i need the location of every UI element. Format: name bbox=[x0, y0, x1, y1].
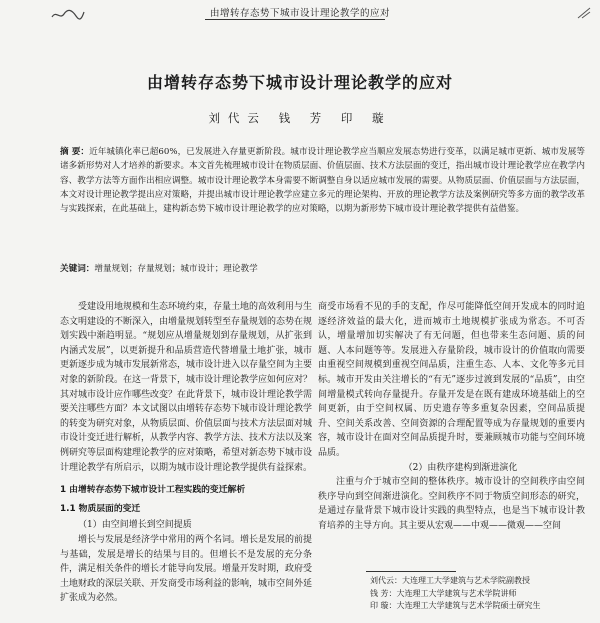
subsection-heading-1-1: 1.1 物质层面的变迁 bbox=[60, 503, 141, 514]
left-body-paragraph: 增长与发展是经济学中常用的两个名词。增长是发展的前提与基础，发展是增长的结果与目的。但增长不是发展的充分条件，满足相关条件的增长才能导向发展。增量开发时期，政府受土地财政的深层关联、开发商受市场利益的影响，城市空间外延扩张成为必然。 bbox=[60, 534, 313, 604]
right-column bbox=[318, 300, 585, 534]
left-column bbox=[60, 300, 312, 606]
running-header bbox=[0, 0, 600, 22]
keywords-text: 增量规划；存量规划；城市设计；理论教学 bbox=[94, 264, 258, 274]
footnote-3: 印 璇：大连理工大学建筑与艺术学院硕士研究生 bbox=[370, 601, 541, 610]
subsubsection-heading-1: （1）由空间增长到空间提质 bbox=[78, 520, 192, 531]
abstract-label: 摘 要： bbox=[60, 147, 90, 157]
header-rule bbox=[205, 19, 385, 20]
subsubsection-heading-2: （2）由秩序建构到渐进演化 bbox=[403, 462, 518, 473]
right-body-paragraph-1: 商受市场看不见的手的支配，作尽可能降低空间开发成本的同时追逐经济效益的最大化，进而城市土地规模扩张成为常态。不可否认，增量增加切实解决了有无问题，但也带来生态问题、质的问题、人本问题等等。发展进入存量阶段，城市设计的价值取向需要由重视空间规模到重视空间品质，注重生态、人本、文化等多元目标。城市开发由关注增长的“有无”逐步过渡到发展的“品质”，由空间增量模式转向存量提升。存量开发是在既有建成环境基础上的空间更新，由于空间权属、历史遗存等多重复杂因素，空间品质提升、空间关系改善、空间资源的合理配置等成为存量规划的重要内容，城市设计在面对空间品质提升时，要兼顾城市功能与空间环境品质。 bbox=[318, 302, 585, 458]
running-title: 由增转存态势下城市设计理论教学的应对 bbox=[209, 8, 390, 19]
paper-title: 由增转存态势下城市设计理论教学的应对 bbox=[146, 73, 453, 92]
intro-paragraph: 受建设用地规模和生态环境约束，存量土地的高效利用与生态文明建设的不断深入，由增量规划转型至存量规划的态势在规划实践中渐趋明显。“规划应从增量规划到存量规划，从扩张到内涵式发展”，以更新提升和品质营造代替增量土地扩张，城市更新逐步成为城市发展新常态，城市设计进入以存量空间为主要对象的新阶段。在这一背景下，城市设计理论教学应如何应对？其对城市设计应作哪些改变？在此背景下，城市设计理论教学需要关注哪些方面？本文试图以由增转存态势下城市设计理论教学的转变为研究对象，从物质层面、价值层面与技术方法层面对城市设计变迁进行解析，从教学内容、教学方法、技术方法以及案例研究等层面构建理论教学的应对策略，希望对新态势下城市设计理论教学有所启示，以期为城市设计理论教学提供有益探索。 bbox=[60, 302, 313, 473]
keywords bbox=[60, 262, 585, 274]
footnote-2: 钱 芳：大连理工大学建筑与艺术学院讲师 bbox=[370, 588, 517, 598]
abstract bbox=[60, 145, 585, 216]
footnote-rule bbox=[366, 571, 456, 572]
author-footnotes bbox=[370, 575, 590, 613]
section-heading-1: 1 由增转存态势下城市设计工程实践的变迁解析 bbox=[60, 485, 246, 496]
abstract-text: 近年城镇化率已超60%，已发展进入存量更新阶段。城市设计理论教学应当顺应发展态势进行变革，以满足城市更新、城市发展等诸多新形势对人才培养的新要求。本文首先梳理城市设计在物质层面、价值层面、技术方法层面的变迁，指出城市设计理论教学应在教学内容、教学方法等方面作出相应调整。城市设计理论教学本身需要不断调整自身以适应城市发展的需要。从物质层面、价值层面与方法层面，本文对设计理论教学提出应对策略，并提出城市设计理论教学应建立多元的理论架构、开放的理论教学方法及案例研究等多方面的教学改革与实践探索，在此基础上，建构新态势下城市设计理论教学的应对策略，以期为新形势下城市设计理论教学提供有益借鉴。 bbox=[60, 147, 585, 215]
keywords-label: 关键词： bbox=[60, 264, 95, 274]
footnote-1: 刘代云：大连理工大学建筑与艺术学院副教授 bbox=[370, 576, 530, 585]
right-body-paragraph-2: 注重与介于城市空间的整体秩序。城市设计的空间秩序由空间秩序导向到空间渐进演化。空间秩序不同于物质空间形态的研究，是通过存量背景下城市设计实践的典型特点，也是当下城市设计教育培养的主导方向。其主要从宏观——中观——微观——空间 bbox=[318, 477, 585, 531]
page-corner-mark bbox=[576, 6, 592, 20]
paper-authors: 刘代云 钱 芳 印 璇 bbox=[208, 111, 392, 125]
